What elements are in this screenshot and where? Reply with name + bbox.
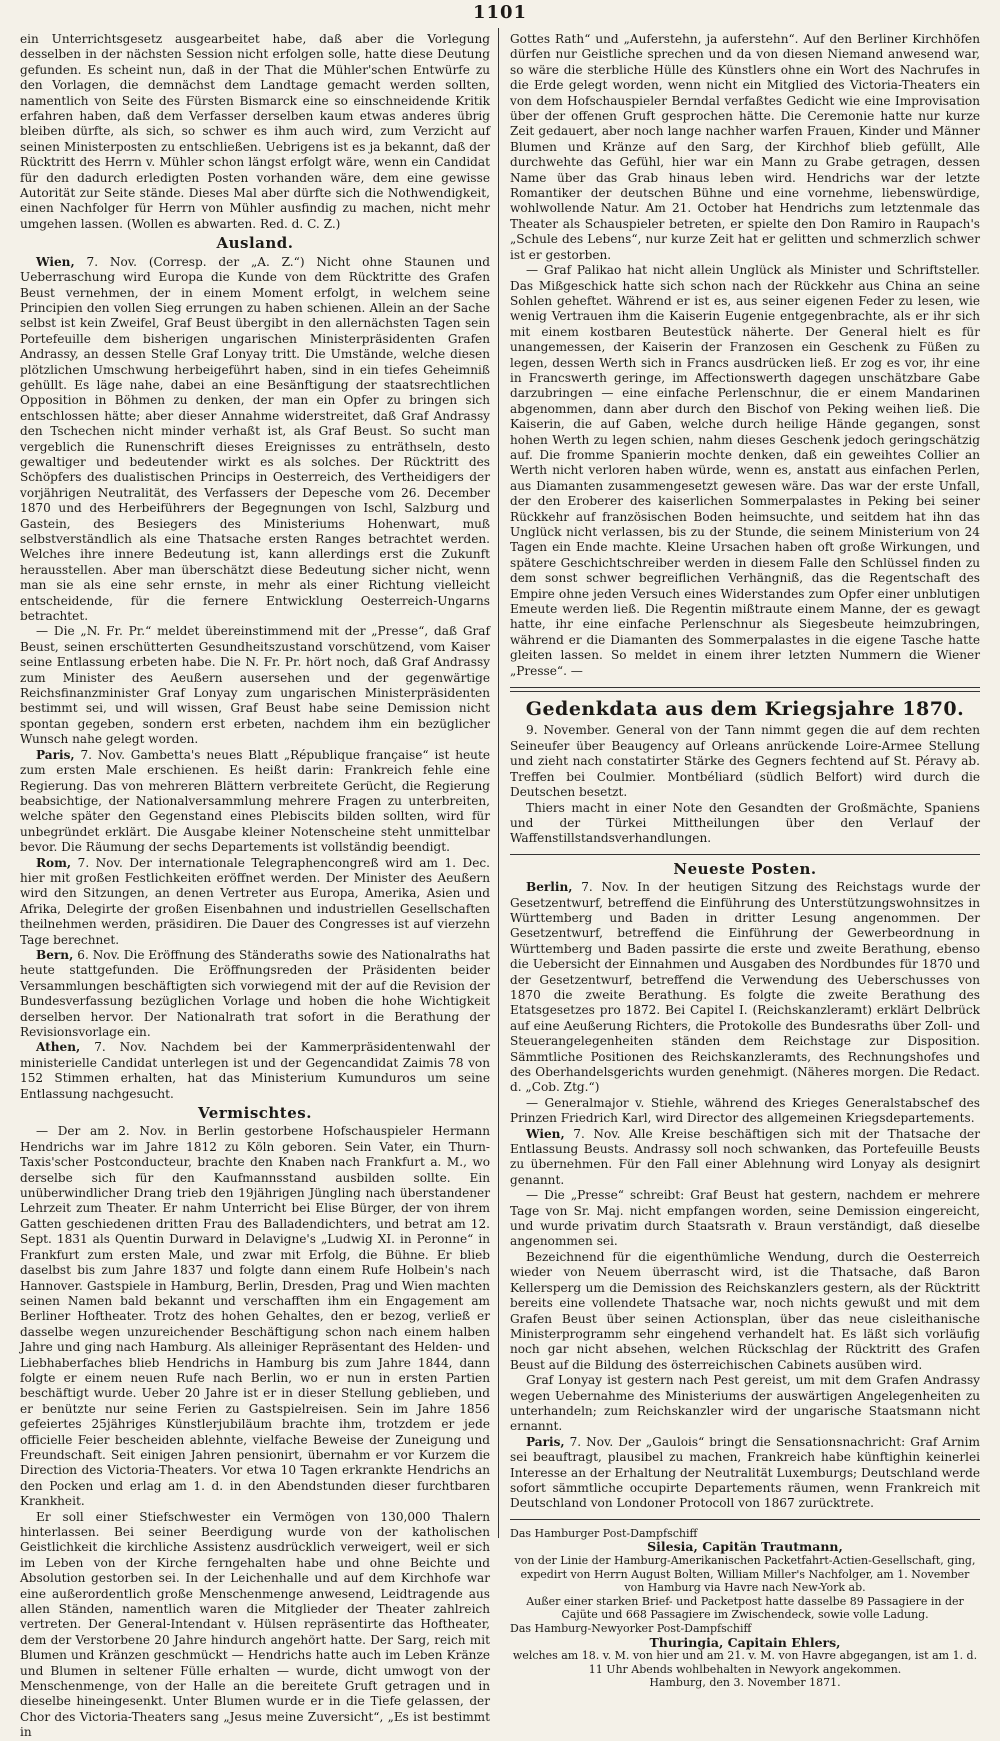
article-paris-text: 7. Nov. Gambetta's neues Blatt „République française“ ist heute zum ersten Male erschienen. Es heißt darin: Frankreich fehle eine Regierung. Das von mehreren Blättern verbreitete Gerücht, die Regierung beabsichtige, der Nationalversammlung mehrere Fragen zu unterbreiten, welche später den Gegenstand eines Plebiscits bilden sollten, wird für unbegründet erklärt. Die Ausgabe kleiner Notenscheine steht unmittelbar bevor. Die Räumung der sechs Departements ist vollständig beendigt. [20,747,490,855]
heading-neueste-posten: Neueste Posten. [673,859,817,878]
news-wien-2: — Die „Presse“ schreibt: Graf Beust hat gestern, nachdem er mehrere Tage von Sr. Maj. nicht empfangen worden, seine Demission eingereicht, und wurde privatim durch Staatsrath v. Braun verständigt, daß dieselbe angenommen sei. [510,1188,980,1249]
ship2-intro: Das Hamburg-Newyorker Post-Dampfschiff [510,1621,752,1635]
article-wien [20,255,490,625]
heading-ausland: Ausland. [216,234,294,253]
ship1-text-2: Außer einer starken Brief- und Packetpost hatte dasselbe 89 Passagiere in der Cajüte und 668 Passagiere im Zwischendeck, sowie volle Ladung. [526,1594,964,1622]
column-divider [498,28,499,1538]
news-berlin-text: 7. Nov. In der heutigen Sitzung des Reichstags wurde der Gesetzentwurf, betreffend die Einführung des Unterstützungswohnsitzes in Württemberg und Baden in dritter Lesung angenommen. Der Gesetzentwurf, betreffend die Einführung der Gewerbeordnung in Württemberg und Baden passirte die erste und zweite Berathung, ebenso die Uebersicht der Einnahmen und Ausgaben des Nordbundes für 1870 und der Gesetzentwurf, betreffend die Verwendung des Ueberschusses von 1870 die zweite Berathung. Es folgte die zweite Berathung des Etatsgesetzes pro 1872. Bei Capitel I. (Reichskanzleramt) erklärt Delbrück auf eine Aeußerung Richters, die Protokolle des Bundesraths über Zoll- und Steuerangelegenheiten ständen dem Reichstage zur Disposition. Sämmtliche Positionen des Reichskanzleramts, des Rechnungshofes und des Oberhandelsgerichts wurden genehmigt. (Näheres morgen. Die Redact. d. „Cob. Ztg.“) [510,880,980,1095]
right-column [510,32,980,1690]
article-wien-2: — Die „N. Fr. Pr.“ meldet übereinstimmend mit der „Presse“, daß Graf Beust, seinen erschütterten Gesundheitszustand vorschützend, vom Kaiser seine Entlassung erbeten habe. Die N. Fr. Pr. hört noch, daß Graf Andrassy zum Minister des Aeußern ausersehen und der gegenwärtige Reichsfinanzminister Graf Lonyay zum ungarischen Ministerpräsidenten bestimmt sei, und will wissen, Graf Beust habe seine Demission nicht spontan gegeben, sondern erst erbeten, nachdem ihm ein bezüglicher Wunsch nahe gelegt worden. [20,624,490,747]
left-column [20,32,490,1740]
dateline-paris: Paris, [36,747,75,762]
article-bern [20,948,490,1040]
ship1-text: von der Linie der Hamburg-Amerikanischen Packetfahrt-Actien-Gesellschaft, ging, expedirt von Herrn August Bolten, William Miller's Nachfolger, am 1. November von Hamburg via Havre nach New-York ab. [514,1553,976,1595]
dateline-berlin: Berlin, [526,880,573,895]
ship-date: Hamburg, den 3. November 1871. [649,1676,841,1690]
news-wien-3: Bezeichnend für die eigenthümliche Wendung, durch die Oesterreich wieder von Neuem überrascht wird, ist die Thatsache, daß Baron Kellersperg um die Demission des Reichskanzlers gestern, als der Rücktritt bereits eine vollendete Thatsache war, noch nichts gewußt und mit dem Grafen Beust über seinen Actionsplan, über das neue cisleithanische Ministerprogramm sehr eingehend verhandelt hat. Es läßt sich vorläufig noch gar nicht absehen, welchen Rückschlag der Rücktritt des Grafen Beust auf die Bildung des österreichischen Cabinets ausüben wird. [510,1249,980,1372]
gedenk-entry-2: Thiers macht in einer Note den Gesandten der Großmächte, Spaniens und der Türkei Mittheilungen über den Verlauf der Waffenstillstandsverhandlungen. [510,800,980,846]
gedenk-entry-1: 9. November. General von der Tann nimmt gegen die auf dem rechten Seineufer über Beaugency auf Orleans anrückende Loire-Armee Stellung und zieht nach constatirter Stärke des Gegners fechtend auf St. Péravy ab. Treffen bei Coulmier. Montbéliard (südlich Belfort) wird durch die Deutschen besetzt. [510,723,980,800]
dateline-rom: Rom, [36,855,72,870]
news-berlin-2: — Generalmajor v. Stiehle, während des Krieges Generalstabschef des Prinzen Friedrich Karl, wird Director des allgemeinen Kriegsdepartements. [510,1095,980,1126]
article-palikao: — Graf Palikao hat nicht allein Unglück als Minister und Schriftsteller. Das Mißgeschick hatte sich schon nach der Rückkehr aus China an seine Sohlen geheftet. Während er ist es, aus seiner eigenen Feder zu lesen, wie wenig Vertrauen ihm die Kaiserin Eugenie entgegenbrachte, als er ihr sich mit einem kostbaren Beutestück näherte. Der General hielt es für unangemessen, der Kaiserin der Franzosen ein Geschenk zu Füßen zu legen, dessen Werth sich in Francs ausdrücken ließ. Er zog es vor, ihr eine in Francswerth geringe, im Affectionswerth dagegen unschätzbare Gabe darzubringen — eine einfache Perlenschnur, die er einem Mandarinen abgenommen, dann aber durch den Bischof von Peking weihen ließ. Die Kaiserin, die auf Gaben, welche durch heilige Hände gegangen, sonst hohen Werth zu legen schien, nahm dieses Geschenk jedoch geringschätzig auf. Die fromme Spanierin mochte denken, daß ein geweihtes Collier an Werth nicht verloren haben würde, wenn es, anstatt aus einfachen Perlen, aus Diamanten zusammengesetzt gewesen wäre. Das war der erste Unfall, der den Eroberer des kaiserlichen Sommerpalastes in Peking bei seiner Rückkehr auf französischen Boden heimsuchte, und seitdem hat ihn das Unglück nicht verlassen, bis zu der Stunde, die seinem Ministerium von 24 Tagen ein Ende machte. Kleine Ursachen haben oft große Wirkungen, und spätere Geschichtschreiber werden in diesem Falle den Schlüssel finden zu dem sonst schwer begreiflichen Verhängniß, das die Regentschaft des Empire ohne jeden Versuch eines Widerstandes zum Opfer einer unblutigen Emeute werden ließ. Die Regentin mißtraute einem Manne, der es gewagt hatte, ihr eine einfache Perlenschnur als Siegesbeute heimzubringen, während er die Diamanten des Sommerpalastes in die eigene Tasche hatte gleiten lassen. So meldet in einem ihrer letzten Nummern die Wiener „Presse“. — [510,263,980,678]
article-hendrichs-cont: Gottes Rath“ und „Auferstehn, ja auferstehn“. Auf den Berliner Kirchhöfen dürfen nur Geistliche sprechen und da von diesen Niemand anwesend war, so wäre die sterbliche Hülle des Künstlers ohne ein Wort des Nachrufes in die Erde gelegt worden, wenn nicht ein Mitglied des Victoria-Theaters ein von dem Hofschauspieler Berndal verfaßtes Gedicht wie eine Improvisation über der offenen Gruft gesprochen hätte. Die Ceremonie hatte nur kurze Zeit gedauert, aber noch lange nachher warfen Frauen, Kinder und Männer Blumen und Kränze auf den Sarg, der Kirchhof blieb gefüllt, Alle durchwehte das Gefühl, hier war ein Mann zu Grabe getragen, dessen Name über das Grab hinaus leben wird. Hendrichs war der letzte Romantiker der deutschen Bühne und eine vornehme, liebenswürdige, wohlwollende Natur. Am 21. October hat Hendrichs zum letztenmale das Theater als Schauspieler betreten, er spielte den Don Ramiro in Raupach's „Schule des Lebens“, nur kurze Zeit hat er gelitten und schmerzlich schwer ist er gestorben. [510,32,980,262]
article-bern-text: 6. Nov. Die Eröffnung des Ständeraths sowie des Nationalraths hat heute stattgefunden. Die Eröffnungsreden der Präsidenten beider Versammlungen beschäftigten sich vorwiegend mit der auf die Revision der Bundesverfassung bezüglichen Vorlage und hoben die hohe Wichtigkeit derselben hervor. Der Nationalrath trat sofort in die Berathung der Revisionsvorlage ein. [20,947,490,1039]
heading-gedenkdata: Gedenkdata aus dem Kriegsjahre 1870. [525,698,965,721]
section-rule-2 [510,854,980,855]
section-rule-3 [510,1519,980,1520]
page-number: 1101 [472,2,528,23]
ship-intro: Das Hamburger Post-Dampfschiff [510,1526,698,1540]
dateline-wien: Wien, [36,254,75,269]
article-paris [20,748,490,856]
article-hendrichs: — Der am 2. Nov. in Berlin gestorbene Hofschauspieler Hermann Hendrichs war im Jahre 1812 zu Köln geboren. Sein Vater, ein Thurn-Taxis'scher Postconducteur, brachte den Knaben nach Frankfurt a. M., wo derselbe sich für den Kaufmannsstand ausbilden sollte. Ein unüberwindlicher Drang trieb den 19jährigen Jüngling nach überstandener Lehrzeit zum Theater. Er nahm Unterricht bei Elise Bürger, der von ihrem Gatten geschiedenen dritten Frau des Balladendichters, und betrat am 12. Sept. 1831 als Quentin Durward in Delavigne's „Ludwig XI. in Peronne“ in Frankfurt zum ersten Male, und zwar mit Erfolg, die Bühne. Er blieb daselbst bis zum Jahre 1837 und folgte dann einem Rufe Holbein's nach Hannover. Gastspiele in Hamburg, Berlin, Dresden, Prag und Wien machten seinen Namen bald bekannt und verschafften ihm ein Engagement am Berliner Hoftheater. Trotz des hohen Gehaltes, den er bezog, verließ er dasselbe wegen unzureichender Beschäftigung schon nach einem halben Jahre und ging nach Hamburg. Als alleiniger Repräsentant des Helden- und Liebhaberfaches blieb Hendrichs in Hamburg bis zum Jahre 1844, dann folgte er einem neuen Rufe nach Berlin, wo er nun in ersten Partien beschäftigt wurde. Ueber 20 Jahre ist er in dieser Stellung geblieben, und er benützte nur seine Ferien zu Gastspielreisen. Sein im Jahre 1856 gefeiertes 25jähriges Künstlerjubiläum brachte ihm, trotzdem er jede officielle Feier bescheiden ablehnte, vielfache Beweise der Zuneigung und Freundschaft. Seit einigen Jahren pensionirt, übernahm er vor Kurzem die Direction des Victoria-Theaters. Vor etwa 10 Tagen erkrankte Hendrichs an den Pocken und erlag am 1. d. in den Abendstunden dieser furchtbaren Krankheit. [20,1124,490,1509]
shipping-notice [510,1527,980,1690]
news-berlin [510,880,980,1096]
dateline-bern: Bern, [36,947,74,962]
article-rom-text: 7. Nov. Der internationale Telegraphencongreß wird am 1. Dec. hier mit großen Festlichkeiten eröffnet werden. Der Minister des Aeußern wird den Sitzungen, an denen Vertreter aus Europa, Amerika, Asien und Afrika, Delegirte der großen Eisenbahnen und industriellen Gesellschaften theilnehmen werden, präsidiren. Die Dauer des Congresses ist auf vierzehn Tage berechnet. [20,855,490,947]
news-paris [510,1435,980,1512]
news-wien-text: 7. Nov. Alle Kreise beschäftigen sich mit der Thatsache der Entlassung Beusts. Andrassy soll noch schwanken, das Portefeuille Beusts zu übernehmen. Für den Fall einer Ablehnung wird Lonyay als designirt genannt. [510,1126,980,1187]
article-athen-text: 7. Nov. Nachdem bei der Kammerpräsidentenwahl der ministerielle Candidat unterlegen ist und der Gegencandidat Zaimis 78 von 152 Stimmen erhalten, hat das Ministerium Kumunduros um seine Entlassung nachgesucht. [20,1040,490,1101]
ship2-text: welches am 18. v. M. von hier und am 21. v. M. von Havre abgegangen, ist am 1. d. 11 Uhr Abends wohlbehalten in Newyork angekommen. [512,1649,978,1676]
article-hendrichs-2: Er soll einer Stiefschwester ein Vermögen von 130,000 Thalern hinterlassen. Bei seiner Beerdigung wurde von der katholischen Geistlichkeit die kirchliche Assistenz ausdrücklich verweigert, weil er sich im Leben von der Kirche ferngehalten habe und ohne Beichte und Absolution gestorben sei. In der Leichenhalle und auf dem Kirchhofe war eine außerordentlich große Menschenmenge anwesend, Leidtragende aus allen Ständen, namentlich waren die Mitglieder der Theater zahlreich vertreten. Der General-Intendant v. Hülsen repräsentirte das Hoftheater, dem der Verstorbene 20 Jahre hindurch angehört hatte. Der Sarg, reich mit Blumen und Kränzen geschmückt — Hendrichs hatte auch im Leben Kränze und Blumen in seltener Fülle erhalten — wurde, dicht umwogt von der Menschenmenge, von der Halle an die bereitete Gruft getragen und in dieselbe hineingesenkt. Unter Blumen wurde er in die Tiefe gelassen, der Chor des Victoria-Theaters sang „Jesus meine Zuversicht“, „Es ist bestimmt in [20,1509,490,1740]
article-athen [20,1040,490,1102]
article-unterricht: ein Unterrichtsgesetz ausgearbeitet habe, daß aber die Vorlegung desselben in der nächsten Session nicht erfolgen solle, hatte diese Deutung gefunden. Es scheint nun, daß in der That die Mühler'schen Entwürfe zu den Vorlagen, die demnächst dem Landtage gemacht werden sollten, namentlich von Seite des Fürsten Bismarck eine so einschneidende Kritik erfahren haben, daß dem Verfasser derselben kaum etwas anderes übrig bleiben dürfte, als sich, so schwer es ihm auch wird, zum Verzicht auf seinen Ministerposten zu entschließen. Uebrigens ist es ja bekannt, daß der Rücktritt des Herrn v. Mühler schon längst erfolgt wäre, wenn ein Candidat für den dadurch erledigten Posten vorhanden wäre, dem eine gewisse Autorität zur Seite stände. Dieses Mal aber dürfte sich die Nothwendigkeit, einen Nachfolger für Herrn von Mühler ausfindig zu machen, nicht mehr umgehen lassen. (Wollen es abwarten. Red. d. C. Z.) [20,32,490,231]
news-paris-text: 7. Nov. Der „Gaulois“ bringt die Sensationsnachricht: Graf Arnim sei beauftragt, plausibel zu machen, Frankreich habe künftighin keinerlei Interesse an der Erhaltung der Neutralität Luxemburgs; Deutschland werde sofort sämmtliche occupirte Departements räumen, wenn Frankreich mit Deutschland von Londoner Protocoll von 1867 zurücktrete. [510,1434,980,1511]
dateline-paris-news: Paris, [526,1434,565,1449]
section-rule [510,687,980,692]
news-wien [510,1127,980,1189]
news-wien-4: Graf Lonyay ist gestern nach Pest gereist, um mit dem Grafen Andrassy wegen Uebernahme des Ministeriums der auswärtigen Angelegenheiten zu unterhandeln; zum Reichskanzler wird der ungarische Staatsmann nicht ernannt. [510,1373,980,1434]
article-wien-text: 7. Nov. (Corresp. der „A. Z.“) Nicht ohne Staunen und Ueberraschung wird Europa die Kunde von dem Rücktritte des Grafen Beust vernehmen, der in einem Moment erfolgt, in welchem seine Principien den vollen Sieg errungen zu haben schienen. Allein an der Sache selbst ist kein Zweifel, Graf Beust übergibt in den allernächsten Tagen sein Portefeuille dem bisherigen ungarischen Ministerpräsidenten Grafen Andrassy, an dessen Stelle Graf Lonyay tritt. Die Umstände, welche diesen plötzlichen Umschwung herbeigeführt haben, sind in ein tiefes Geheimniß gehüllt. Es läge nahe, dabei an eine Besänftigung der staatsrechtlichen Opposition in Böhmen zu denken, der man ein Opfer zu bringen sich entschlossen hätte; aber dieser Annahme widerstreitet, daß Graf Andrassy den Tschechen nicht minder verhaßt ist, als Graf Beust. So sucht man vergeblich die Runenschrift dieses Ereignisses zu enträthseln, desto gewaltiger und bedeutender wirkt es als solches. Der Rücktritt des Schöpfers des dualistischen Princips in Oesterreich, des Vertheidigers der vorjährigen Neutralität, des Verfassers der Depesche vom 26. December 1870 und des Herbeiführers der Begegnungen von Ischl, Salzburg und Gastein, des Besiegers des Ministeriums Hohenwart, muß selbstverständlich als eine Thatsache ersten Ranges betrachtet werden. Welches ihre innere Bedeutung ist, kann allerdings erst die Zukunft herausstellen. Aber man überschätzt diese Bedeutung sicher nicht, wenn man sie als eine sehr ernste, in mehr als einer Richtung vielleicht entscheidende, für die fernere Entwicklung Oesterreich-Ungarns betrachtet. [20,254,490,624]
ship1-name: Silesia, Capitän Trautmann, [647,1539,843,1555]
article-rom [20,856,490,948]
heading-vermischtes: Vermischtes. [198,1104,312,1123]
dateline-wien-news: Wien, [526,1126,565,1141]
dateline-athen: Athen, [36,1040,81,1055]
ship2-name: Thuringia, Capitain Ehlers, [649,1634,841,1650]
